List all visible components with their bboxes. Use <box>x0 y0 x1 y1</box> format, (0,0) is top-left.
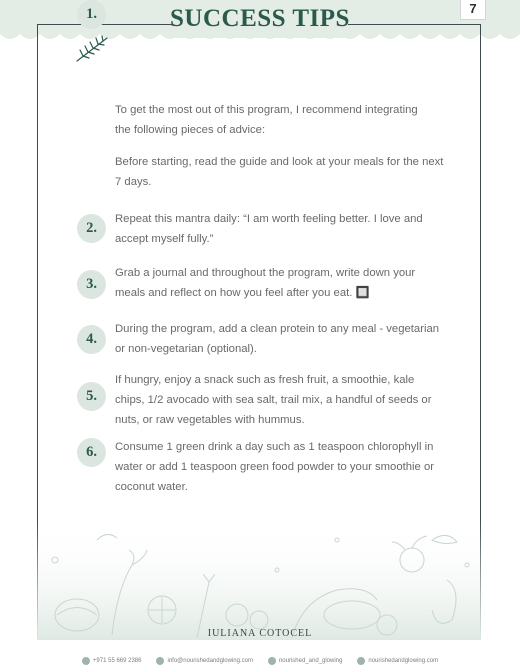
tip-text: Consume 1 green drink a day such as 1 teaspoon chlorophyll in water or add 1 teaspoon green food powder to your smoothie or coconut water. <box>115 441 435 493</box>
author-name: IULIANA COTOCEL <box>207 628 313 639</box>
tip-text: Repeat this mantra daily: “I am worth feeling better. I love and accept myself fully.” <box>115 213 423 245</box>
tip-number-badge: 3. <box>77 270 106 299</box>
footer-email-text: info@nourishedandglowing.com <box>167 658 253 664</box>
tip-text: Before starting, read the guide and look at your meals for the next 7 days. <box>115 156 444 188</box>
footer-phone-text: +971 55 669 2386 <box>92 658 142 664</box>
tip-number-badge: 2. <box>77 214 106 243</box>
page-title: SUCCESS TIPS <box>170 5 350 32</box>
footer-contacts <box>0 650 520 672</box>
footer-instagram[interactable] <box>268 657 342 665</box>
instagram-icon <box>268 657 276 665</box>
tip-text: During the program, add a clean protein to any meal - vegetarian or non-vegetarian (optional). <box>115 323 440 355</box>
globe-icon <box>357 657 365 665</box>
tip-text: Grab a journal and throughout the program, write down your meals and reflect on how you feel after you eat. 🔲 <box>115 267 416 299</box>
page-number: 7 <box>460 0 486 20</box>
tip-number-badge: 1. <box>77 0 106 29</box>
footer-instagram-text: nourished_and_glowing <box>278 658 343 664</box>
tip-number-badge: 6. <box>77 438 106 467</box>
tip-number-badge: 4. <box>77 325 106 354</box>
tip-number-badge: 5. <box>77 382 106 411</box>
footer-phone[interactable] <box>82 657 142 665</box>
phone-icon <box>82 657 90 665</box>
rosemary-sprig-icon <box>74 34 110 64</box>
email-icon <box>156 657 164 665</box>
vegetable-illustration <box>37 520 481 640</box>
footer-website[interactable] <box>357 657 438 665</box>
footer-email[interactable] <box>156 657 252 665</box>
intro-paragraph: To get the most out of this program, I recommend integrating the following pieces of advice: <box>115 104 418 136</box>
footer-website-text: nourishedandglowing.com <box>368 658 439 664</box>
tip-text: If hungry, enjoy a snack such as fresh fruit, a smoothie, kale chips, 1/2 avocado with sea salt, trail mix, a handful of seeds or nuts, or raw vegetables with hummus. <box>115 374 432 426</box>
